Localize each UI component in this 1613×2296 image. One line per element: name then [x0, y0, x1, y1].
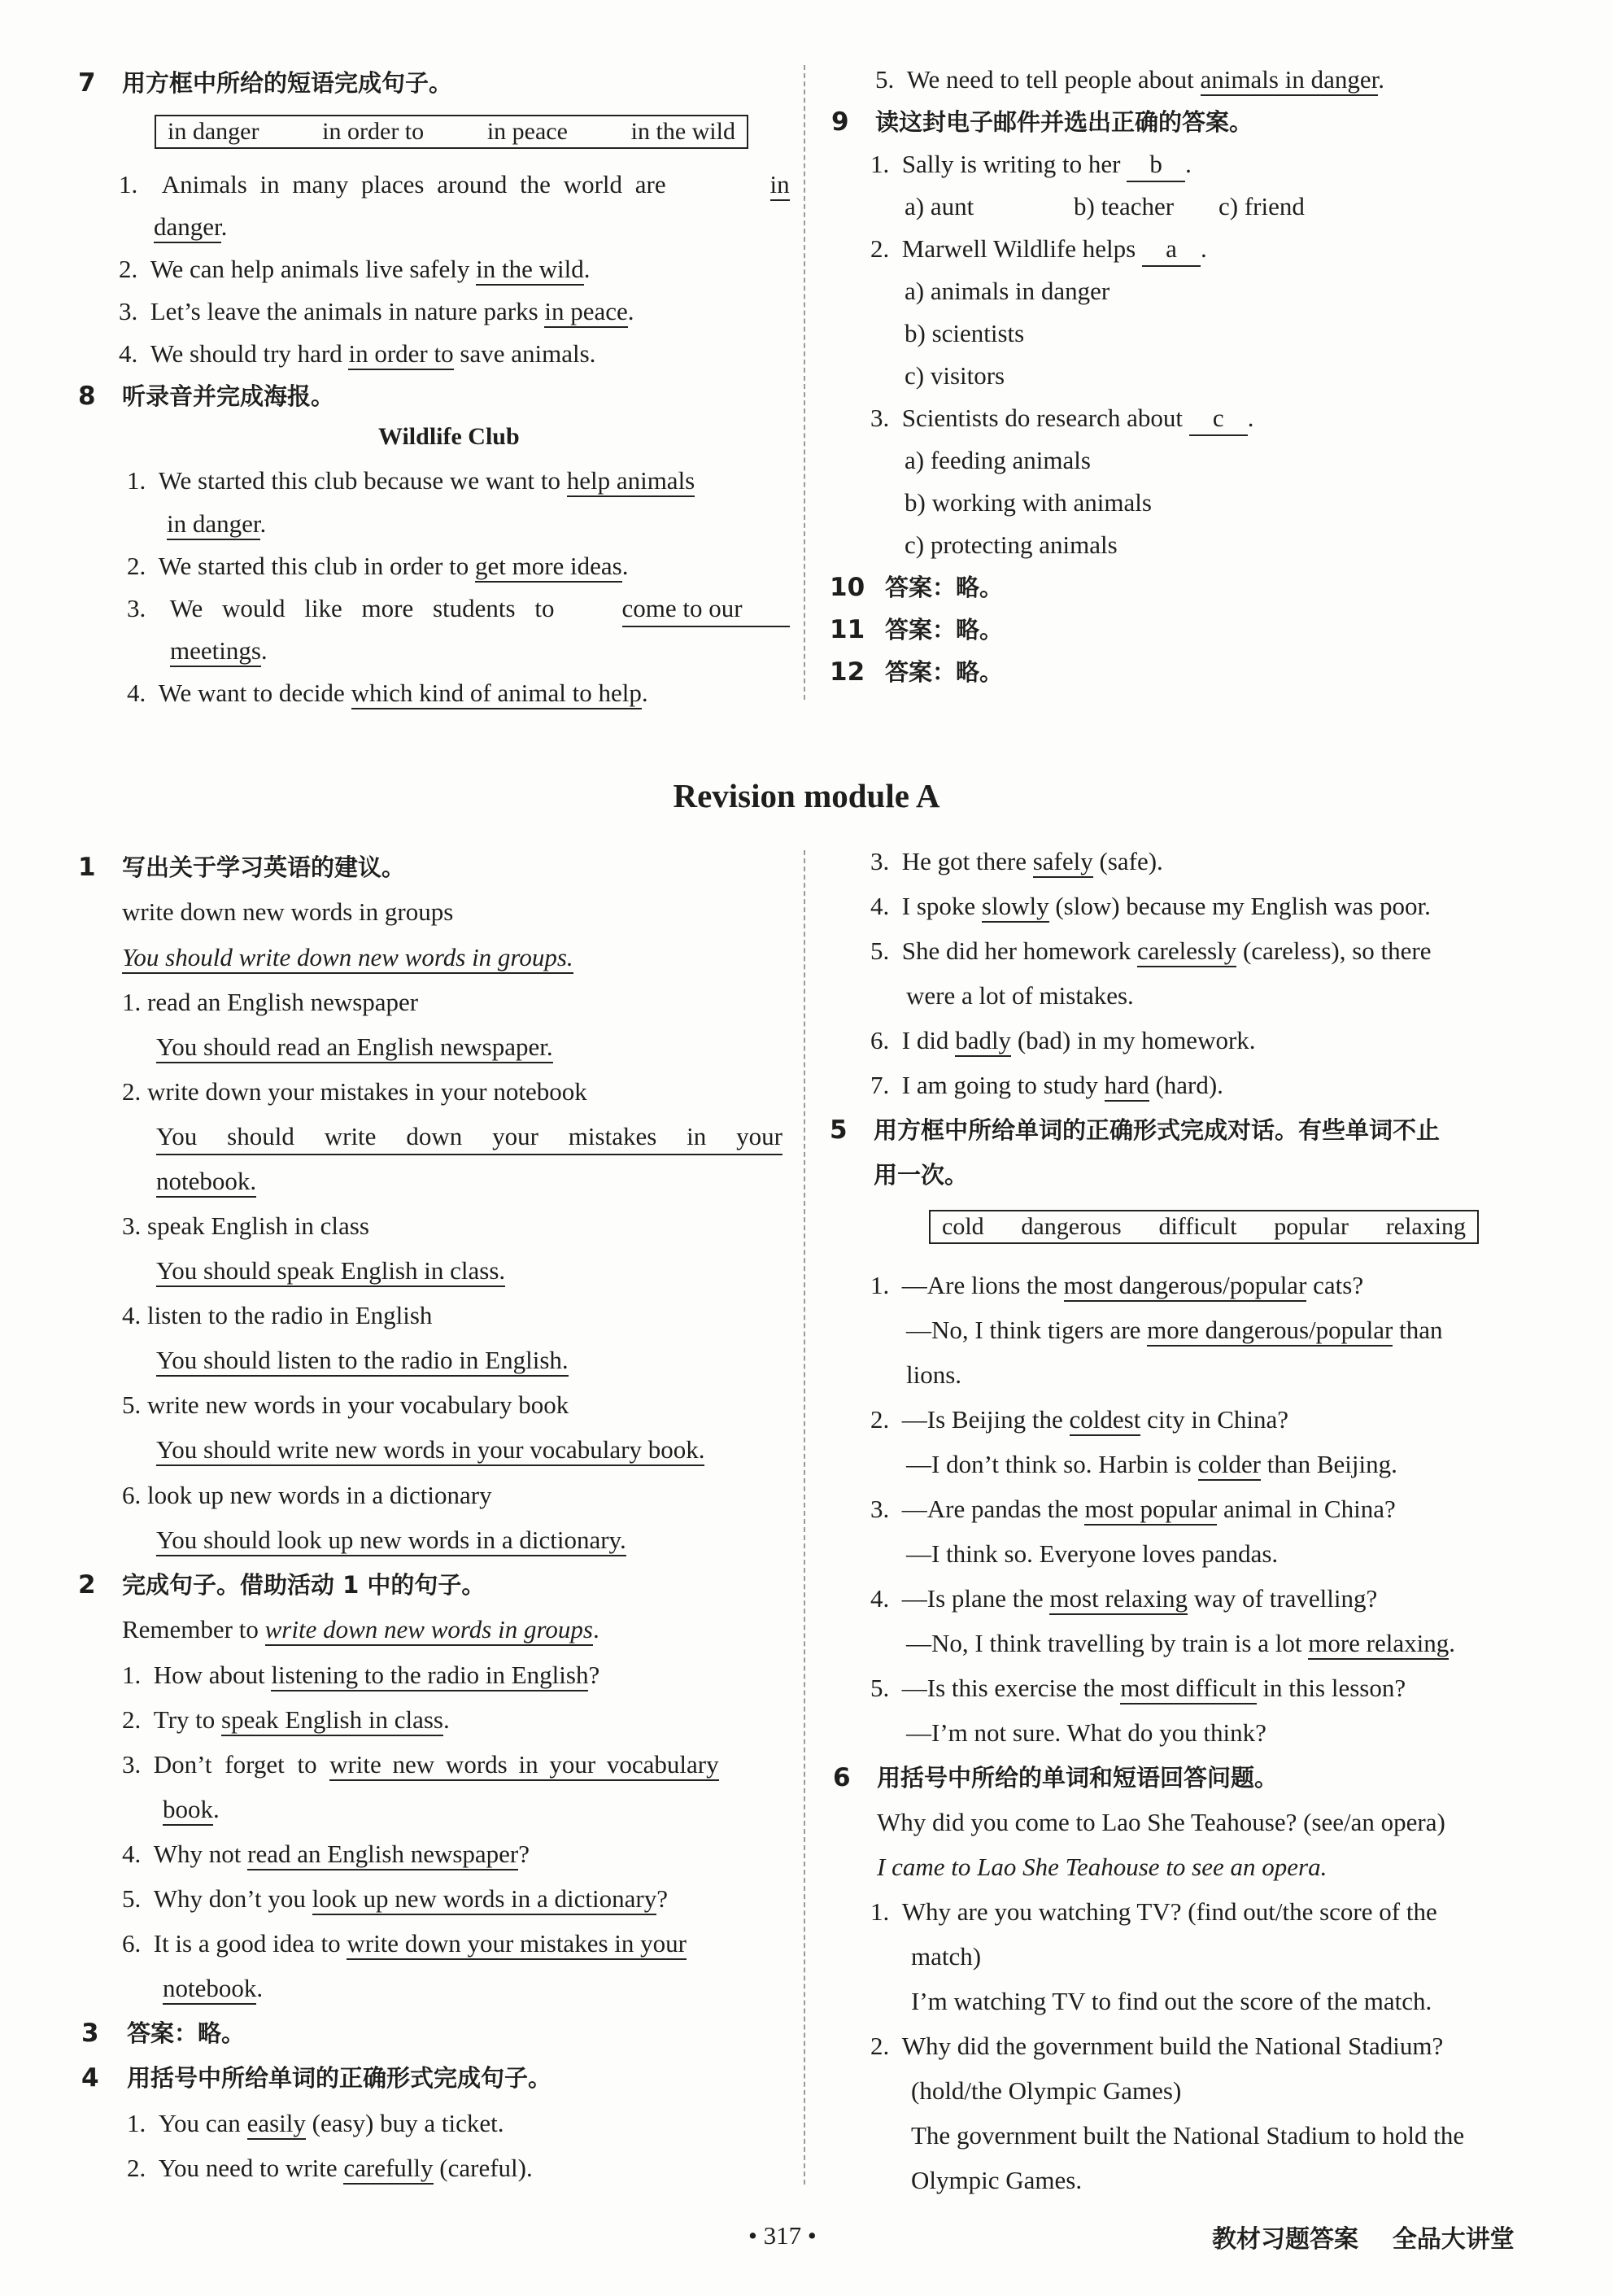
- answer-blank: help animals: [567, 466, 695, 497]
- rq4-item-7: 7. I am going to study hard (hard).: [870, 1069, 1223, 1102]
- answer-blank: animals in danger: [1201, 65, 1379, 96]
- rq1-item-2-answer: You should write down your mistakes in your: [156, 1120, 783, 1155]
- rq5-item-3-reply: —I think so. Everyone loves pandas.: [906, 1539, 1279, 1568]
- answer-blank: in order to: [348, 339, 453, 370]
- q8-instruction: 听录音并完成海报。: [122, 382, 335, 410]
- rq1-item-1-answer: You should read an English newspaper.: [156, 1031, 553, 1063]
- phrase: in the wild: [630, 118, 735, 145]
- rq1-item-6: 6. look up new words in a dictionary: [122, 1481, 492, 1509]
- q7-item-1: 1. Animals in many places around the world are in: [119, 168, 783, 201]
- q9-item-2: 2. Marwell Wildlife helps a .: [870, 233, 1207, 267]
- answer-blank: more dangerous/popular: [1147, 1316, 1393, 1347]
- rq1-item-1: 1. read an English newspaper: [122, 988, 419, 1016]
- rq2-item-1: 1. How about listening to the radio in English?: [122, 1659, 599, 1691]
- q9-instruction: 读这封电子邮件并选出正确的答案。: [875, 108, 1253, 136]
- option: c) protecting animals: [905, 530, 1118, 559]
- answer-blank: colder: [1198, 1450, 1261, 1481]
- answer-blank: notebook: [163, 1974, 256, 2005]
- q9-number: 9: [831, 107, 849, 137]
- rq1-example-answer: You should write down new words in groups.: [122, 941, 573, 974]
- rq4-item-2: 2. You need to write carefully (careful).: [127, 2152, 533, 2185]
- answer-blank: a: [1142, 233, 1201, 267]
- phrase: in peace: [486, 118, 568, 145]
- q7-item-4: 4. We should try hard in order to save animals.: [119, 338, 595, 370]
- answer-blank: carefully: [343, 2154, 433, 2185]
- option: b) scientists: [905, 319, 1025, 347]
- answer-blank: carelessly: [1137, 936, 1236, 967]
- q8-item-5: 5. We need to tell people about animals in danger.: [875, 63, 1384, 96]
- answer-blank: come to our: [622, 592, 790, 627]
- rq2-item-6: 6. It is a good idea to write down your mistakes in your: [122, 1927, 687, 1960]
- answer-blank: in: [770, 170, 790, 201]
- q7-phrase-box: [155, 115, 748, 149]
- rq6-item-1-cont: match): [911, 1942, 982, 1971]
- q11-answer: 答案：略。: [885, 616, 1004, 644]
- q11-number: 11: [830, 615, 865, 644]
- q9-item-1-options: a) aunt b) teacher c) friend: [905, 192, 1305, 220]
- rq6-item-2: 2. Why did the government build the National Stadium?: [870, 2032, 1444, 2060]
- answer-blank: in the wild: [476, 255, 584, 286]
- rq5-instruction-cont: 用一次。: [874, 1161, 969, 1189]
- rq1-example: write down new words in groups: [122, 897, 454, 926]
- answer-blank: safely: [1033, 847, 1093, 878]
- rq4-item-5: 5. She did her homework carelessly (careless), so there: [870, 935, 1432, 967]
- answer-blank: c: [1189, 402, 1248, 436]
- rq6-item-2-answer: The government built the National Stadium to hold the: [911, 2121, 1465, 2150]
- answer-blank: coldest: [1070, 1405, 1141, 1436]
- rq4-item-6: 6. I did badly (bad) in my homework.: [870, 1024, 1256, 1057]
- rq5-item-5: 5. —Is this exercise the most difficult in this lesson?: [870, 1672, 1406, 1705]
- column-divider-top: [804, 65, 805, 700]
- q7-item-1-cont: danger.: [154, 211, 227, 243]
- q7-number: 7: [78, 68, 96, 98]
- q8-number: 8: [78, 382, 96, 411]
- answer-blank: badly: [955, 1026, 1011, 1057]
- phrase: in order to: [322, 118, 425, 145]
- q8-item-4: 4. We want to decide which kind of animal to help.: [127, 677, 648, 709]
- q8-item-2: 2. We started this club in order to get more ideas.: [127, 550, 628, 583]
- rq6-item-2-cont: (hold/the Olympic Games): [911, 2076, 1182, 2105]
- rq5-item-3: 3. —Are pandas the most popular animal in China?: [870, 1493, 1396, 1526]
- q7-instruction: 用方框中所给的短语完成句子。: [122, 69, 453, 97]
- answer-blank: danger: [154, 212, 221, 243]
- rq6-item-1: 1. Why are you watching TV? (find out/the score of the: [870, 1897, 1437, 1926]
- rq5-item-2: 2. —Is Beijing the coldest city in China?: [870, 1403, 1288, 1436]
- rq1-item-5-answer: You should write new words in your vocabulary book.: [156, 1434, 704, 1466]
- q9-item-1: 1. Sally is writing to her b .: [870, 148, 1192, 182]
- rq2-example: Remember to write down new words in groups.: [122, 1613, 599, 1646]
- word: popular: [1274, 1213, 1349, 1240]
- rq2-item-3: 3. Don’t forget to write new words in your vocabulary: [122, 1748, 719, 1781]
- answer-blank: book: [163, 1795, 213, 1826]
- rq4-item-1: 1. You can easily (easy) buy a ticket.: [127, 2107, 504, 2140]
- q10-answer: 答案：略。: [885, 574, 1004, 601]
- rq6-item-1-answer: I’m watching TV to find out the score of the match.: [911, 1987, 1432, 2015]
- rq3-answer: 答案：略。: [127, 2019, 246, 2047]
- q8-item-1-cont: in danger.: [167, 508, 266, 540]
- rq2-item-5: 5. Why don’t you look up new words in a dictionary?: [122, 1883, 668, 1915]
- answer-blank: more relaxing: [1308, 1629, 1449, 1660]
- q7-item-2: 2. We can help animals live safely in the wild.: [119, 253, 590, 286]
- q7-item-3: 3. Let’s leave the animals in nature parks in peace.: [119, 295, 634, 328]
- rq2-item-2: 2. Try to speak English in class.: [122, 1704, 450, 1736]
- rq1-item-5: 5. write new words in your vocabulary book: [122, 1390, 569, 1419]
- section-heading: Revision module A: [673, 777, 940, 814]
- rq1-number: 1: [78, 853, 96, 882]
- phrase: in danger: [168, 118, 259, 145]
- answer-blank: in peace: [544, 297, 627, 328]
- rq2-instruction: 完成句子。借助活动 1 中的句子。: [122, 1571, 486, 1599]
- word: cold: [942, 1213, 984, 1240]
- answer-blank: b: [1127, 148, 1185, 182]
- rq2-number: 2: [78, 1570, 96, 1600]
- rq1-item-4: 4. listen to the radio in English: [122, 1301, 433, 1329]
- word: dangerous: [1021, 1213, 1122, 1240]
- answer-blank: slowly: [982, 892, 1049, 923]
- option: c) visitors: [905, 361, 1005, 390]
- rq1-instruction: 写出关于学习英语的建议。: [122, 853, 406, 881]
- rq5-instruction: 用方框中所给单词的正确形式完成对话。有些单词不止: [874, 1116, 1441, 1144]
- word: relaxing: [1385, 1213, 1466, 1240]
- rq1-item-2-answer-cont: notebook.: [156, 1165, 256, 1198]
- rq1-item-3: 3. speak English in class: [122, 1211, 369, 1240]
- answer-blank: write down your mistakes in your: [347, 1929, 687, 1960]
- rq4-item-4: 4. I spoke slowly (slow) because my English was poor.: [870, 890, 1431, 923]
- rq5-word-box: [929, 1210, 1479, 1244]
- answer-blank: most relaxing: [1049, 1584, 1188, 1615]
- answer-blank: read an English newspaper: [247, 1840, 518, 1870]
- column-divider-bottom: [804, 850, 805, 2185]
- rq5-item-4-reply: —No, I think travelling by train is a lot more relaxing.: [906, 1627, 1455, 1660]
- q8-item-3: 3. We would like more students to come to our: [127, 592, 783, 627]
- option: a) feeding animals: [905, 446, 1091, 474]
- rq6-example-question: Why did you come to Lao She Teahouse? (see/an opera): [877, 1808, 1445, 1836]
- q8-item-1: 1. We started this club because we want to help animals: [127, 465, 695, 497]
- answer-blank: meetings: [170, 636, 261, 667]
- rq1-item-3-answer: You should speak English in class.: [156, 1255, 505, 1287]
- answer-blank: listening to the radio in English: [271, 1661, 588, 1691]
- answer-blank: easily: [247, 2109, 306, 2140]
- poster-title: Wildlife Club: [378, 423, 520, 450]
- answer-blank: most popular: [1084, 1495, 1217, 1526]
- rq5-item-1-reply-cont: lions.: [906, 1360, 962, 1389]
- rq5-item-1-reply: —No, I think tigers are more dangerous/popular than: [906, 1314, 1442, 1347]
- rq4-item-3: 3. He got there safely (safe).: [870, 845, 1163, 878]
- rq4-number: 4: [81, 2063, 99, 2093]
- rq6-number: 6: [833, 1763, 851, 1792]
- rq5-item-5-reply: —I’m not sure. What do you think?: [906, 1718, 1266, 1747]
- footer-brand: 教材习题答案 全品大讲堂: [1212, 2225, 1515, 2254]
- rq6-item-2-answer-cont: Olympic Games.: [911, 2166, 1083, 2194]
- rq4-instruction: 用括号中所给单词的正确形式完成句子。: [127, 2064, 552, 2092]
- answer-blank: look up new words in a dictionary: [312, 1884, 657, 1915]
- q9-item-3: 3. Scientists do research about c .: [870, 402, 1253, 436]
- rq2-item-3-cont: book.: [163, 1793, 220, 1826]
- answer-blank: hard: [1105, 1071, 1149, 1102]
- word: difficult: [1158, 1213, 1237, 1240]
- answer-blank: write new words in your vocabulary: [329, 1750, 719, 1781]
- answer-blank: speak English in class: [221, 1705, 443, 1736]
- rq1-item-2: 2. write down your mistakes in your notebook: [122, 1077, 587, 1106]
- page-number: • 317 •: [748, 2221, 817, 2250]
- answer-blank: in danger: [167, 509, 260, 540]
- option: a) animals in danger: [905, 277, 1110, 305]
- rq6-instruction: 用括号中所给的单词和短语回答问题。: [877, 1764, 1279, 1792]
- q12-number: 12: [830, 657, 865, 687]
- rq6-example-answer: I came to Lao She Teahouse to see an opera.: [877, 1853, 1327, 1881]
- option: b) working with animals: [905, 488, 1152, 517]
- rq3-number: 3: [81, 2019, 99, 2048]
- answer-blank: get more ideas: [475, 552, 622, 583]
- rq5-number: 5: [830, 1115, 848, 1145]
- rq5-item-1: 1. —Are lions the most dangerous/popular cats?: [870, 1269, 1363, 1302]
- rq5-item-4: 4. —Is plane the most relaxing way of travelling?: [870, 1582, 1377, 1615]
- rq1-item-4-answer: You should listen to the radio in English.: [156, 1344, 569, 1377]
- answer-blank: most dangerous/popular: [1064, 1271, 1307, 1302]
- rq4-item-5-cont: were a lot of mistakes.: [906, 981, 1134, 1010]
- answer-blank: which kind of animal to help: [351, 679, 642, 709]
- q12-answer: 答案：略。: [885, 658, 1004, 686]
- rq2-item-6-cont: notebook.: [163, 1972, 263, 2005]
- rq2-item-4: 4. Why not read an English newspaper?: [122, 1838, 530, 1870]
- q10-number: 10: [830, 573, 865, 602]
- q8-item-3-cont: meetings.: [170, 635, 268, 667]
- rq1-item-6-answer: You should look up new words in a dictionary.: [156, 1524, 626, 1556]
- rq5-item-2-reply: —I don’t think so. Harbin is colder than Beijing.: [906, 1448, 1397, 1481]
- answer-blank: most difficult: [1120, 1674, 1256, 1705]
